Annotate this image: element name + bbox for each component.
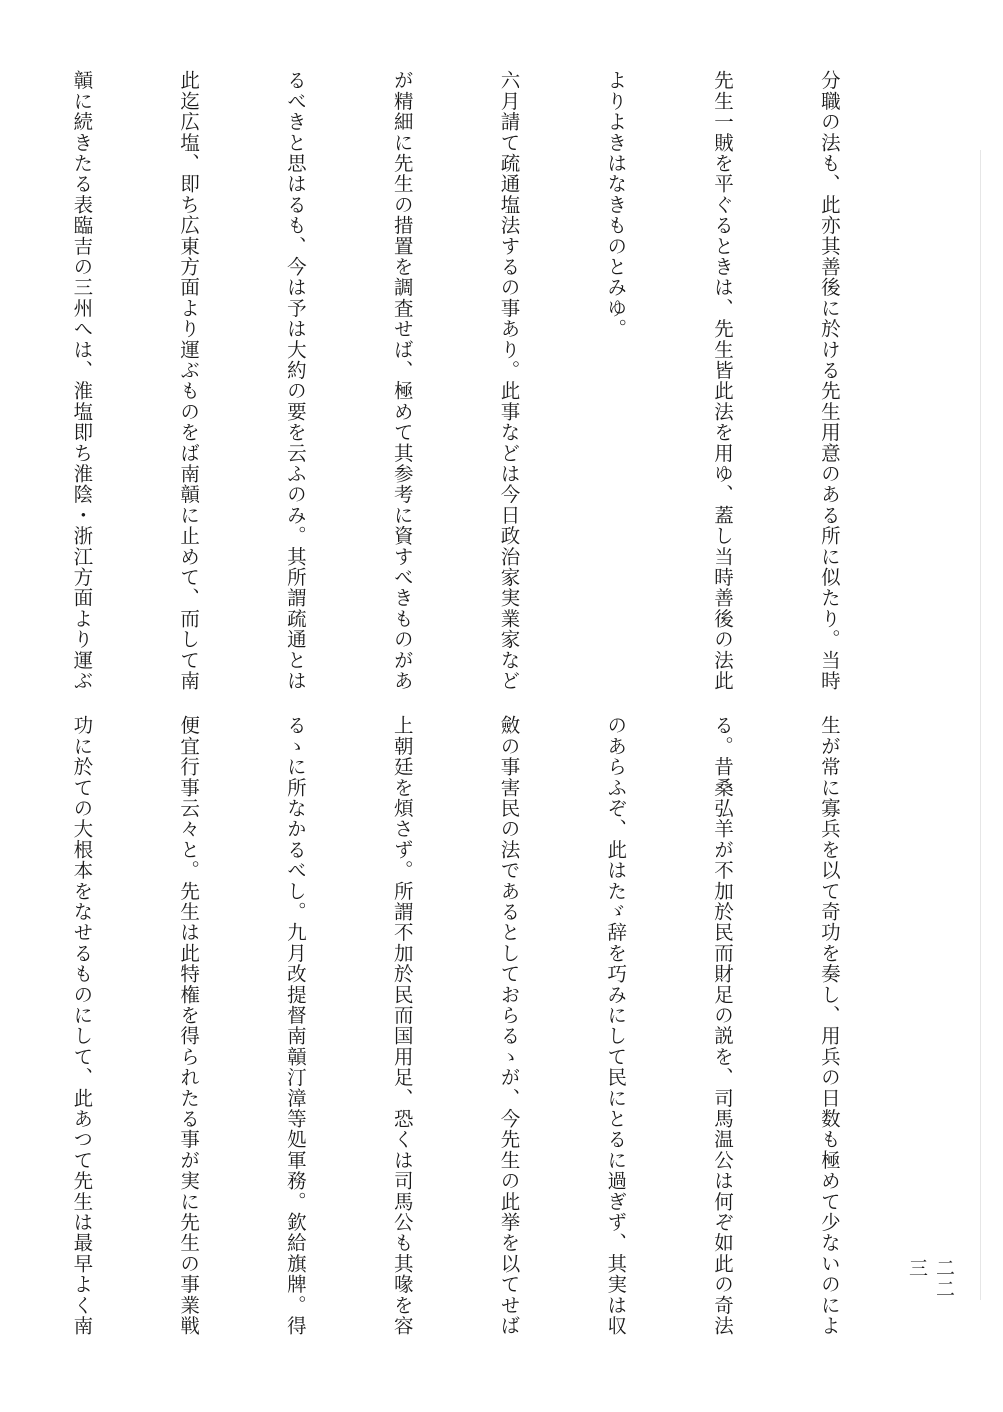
text-line: る。昔桑弘羊が不加於民而財足の説を、司馬温公は何ぞ如此の奇法 xyxy=(711,715,735,1336)
page-edge-shadow xyxy=(980,150,981,1300)
text-line: よりよきはなきものとみゆ。 xyxy=(604,70,628,340)
text-line: 分職の法も、此亦其善後に於ける先生用意のある所に似たり。当時 xyxy=(817,70,841,691)
text-line: のあらふぞ、此はたゞ辞を巧みにして民にとるに過ぎず、其実は収 xyxy=(604,715,628,1336)
page-number: 二二三 xyxy=(906,1258,955,1300)
text-line: 六月請て疏通塩法するの事あり。此事などは今日政治家実業家など xyxy=(497,70,521,691)
text-line: 功に於ての大根本をなせるものにして、此あつて先生は最早よく南 xyxy=(70,715,94,1336)
text-line: 便宜行事云々と。先生は此特権を得られたる事が実に先生の事業戦 xyxy=(177,715,201,1336)
text-line: 生が常に寡兵を以て奇功を奏し、用兵の日数も極めて少ないのによ xyxy=(817,715,841,1336)
text-line: 斂の事害民の法であるとしておらるゝが、今先生の此挙を以てせば xyxy=(497,715,521,1336)
upper-text-block xyxy=(70,70,918,691)
lower-text-block xyxy=(70,715,918,1336)
text-line: 此迄広塩、即ち広東方面より運ぶものをば南贑に止めて、而して南 xyxy=(177,70,201,691)
text-line: るべきと思はるも、今は予は大約の要を云ふのみ。其所謂疏通とは xyxy=(283,70,307,691)
text-line: るゝに所なかるべし。九月改提督南贑汀漳等処軍務。欽給旗牌。得 xyxy=(283,715,307,1336)
text-line: が精細に先生の措置を調査せば、極めて其参考に資すべきものがあ xyxy=(390,70,414,691)
text-line: 上朝廷を煩さず。所謂不加於民而国用足、恐くは司馬公も其喙を容 xyxy=(390,715,414,1336)
text-line: 贑に続きたる表臨吉の三州へは、淮塩即ち淮陰・浙江方面より運ぶ xyxy=(70,70,94,691)
text-line: 先生一賊を平ぐるときは、先生皆此法を用ゆ、蓋し当時善後の法此 xyxy=(711,70,735,691)
